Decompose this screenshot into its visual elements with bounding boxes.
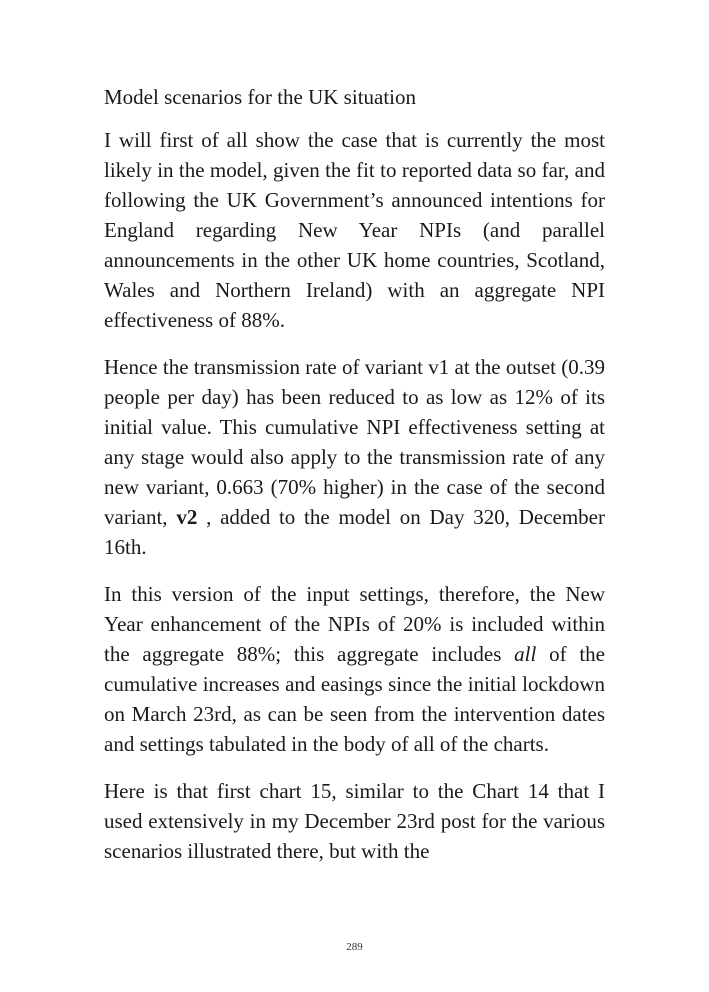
section-heading: Model scenarios for the UK situation [104,85,417,109]
paragraph-4: Here is that first chart 15, similar to the Chart 14 that I used extensively in my December 23rd post for the various scenarios illustrated there, but with the [104,779,605,863]
paragraph-1: I will first of all show the case that is currently the most likely in the model, given the fit to reported data so far, and following the UK Government’s announced intentions for England regarding New Year NPIs (and parallel announcements in the other UK home countries, Scotland, Wales and Northern Ireland) with an aggregate NPI effectiveness of 88%. [104,128,605,332]
paragraph-3 [104,579,605,759]
paragraph-3-text-a: In this version of the input settings, therefore, the New Year enhancement of the NPIs of 20% is included within the aggregate 88%; this aggregate includes [104,582,605,666]
variant-v2-label: v2 [176,505,198,529]
page-number: 289 [346,941,363,953]
page-body [104,82,605,883]
paragraph-2-text-b: , added to the model on Day 320, December 16th. [104,505,605,559]
paragraph-2 [104,352,605,562]
paragraph-3-text-b: of the cumulative increases and easings since the initial lockdown on March 23rd, as can be seen from the intervention dates and settings tabulated in the body of all of the charts. [104,642,605,756]
paragraph-2-text-a: Hence the transmission rate of variant v1 at the outset (0.39 people per day) has been reduced to as low as 12% of its initial value. This cumulative NPI effectiveness setting at any stage would also apply to the transmission rate of any new variant, 0.663 (70% higher) in the case of the second variant, [104,355,605,529]
emphasis-all: all [514,642,537,666]
